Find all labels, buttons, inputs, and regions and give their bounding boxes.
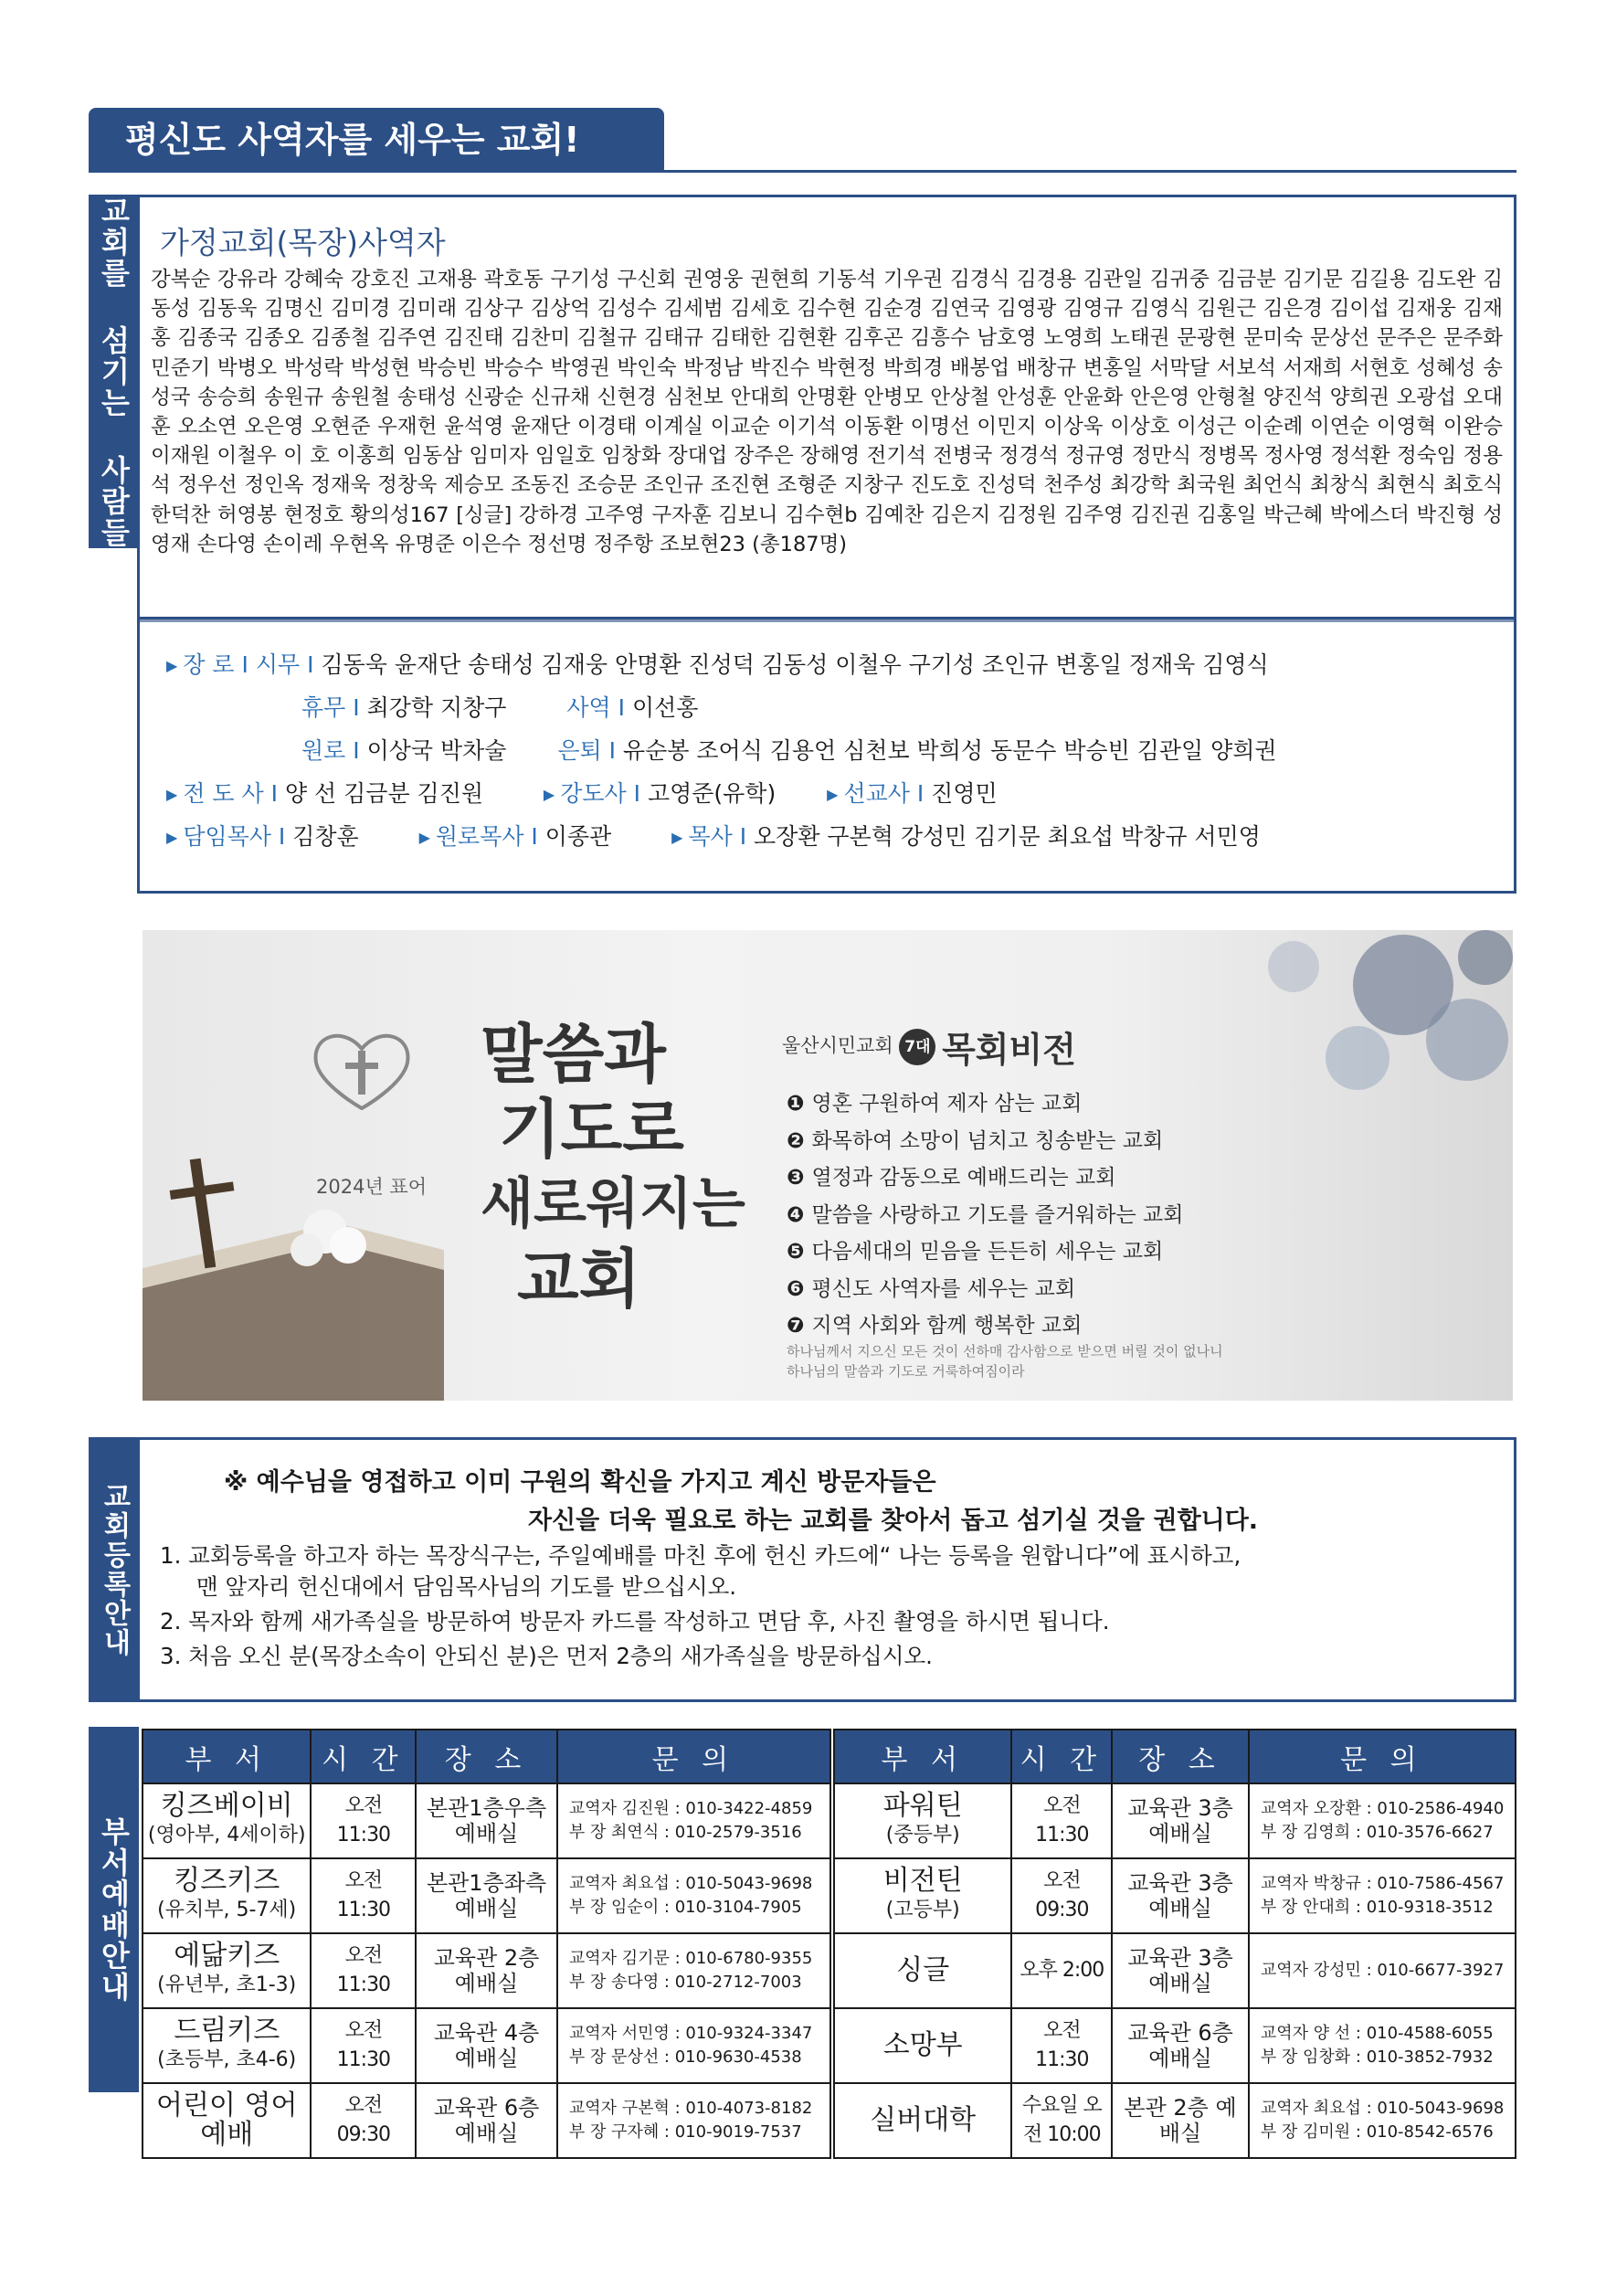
vision-list [787,1085,1183,1345]
evangelist-label: 전 도 사 [183,780,264,807]
contact-line: 부 장 문상선 : 010-9630-4538 [568,2047,802,2067]
dept-name: 드림키즈 [174,2015,280,2047]
missionary-names: 진영민 [931,780,998,807]
dept-sub: (유치부, 5-7세) [157,1899,297,1921]
evangelist-names: 양 선 김금분 김진원 [284,780,483,807]
page-header: 평신도 사역자를 세우는 교회! [89,108,664,172]
place-cell: 본관1층우측 예배실 [416,1783,557,1858]
contact-cell [1249,1933,1516,2008]
table-row [143,2008,830,2083]
elder-row: ▶ 장 로 I 시무 I 김동욱 윤재단 송태성 김재웅 안명환 진성덕 김동성 이철우 구기성 조인규 변홍일 정재욱 김영식 [166,651,1269,678]
contact-cell [1249,2008,1516,2083]
dept-cell [143,2083,311,2158]
dept-name: 킹즈키즈 [174,1865,280,1897]
contact-line: 교역자 서민영 : 010-9324-3347 [568,2024,813,2043]
verse-line: 하나님의 말씀과 기도로 거룩하여짐이라 [787,1363,1025,1380]
place-cell: 교육관 6층 예배실 [416,2083,557,2158]
table-row [143,1783,830,1858]
time-cell: 오전 11:30 [1011,2008,1112,2083]
dept-cell [834,1933,1011,2008]
triangle-icon: ▶ [827,786,839,803]
contact-line: 교역자 최요섭 : 010-5043-9698 [568,1874,813,1893]
table-row [834,2008,1516,2083]
dept-sub: (중등부) [885,1824,960,1846]
rest-names: 최강학 지창구 [366,694,507,721]
dept-sub: (유년부, 초1-3) [157,1973,297,1996]
emeritus-names: 이상국 박차술 [366,737,507,764]
dept-name: 킹즈베이비 [160,1790,293,1822]
worship-table-right [833,1729,1516,2159]
time-cell: 오전 11:30 [311,1858,416,1933]
place-cell: 교육관 2층 예배실 [416,1933,557,2008]
contact-cell [1249,1858,1516,1933]
triangle-icon: ▶ [166,786,178,803]
verse [787,1341,1223,1381]
table-row [143,2083,830,2158]
table-row [834,1783,1516,1858]
pastor-label: 목사 [688,823,733,850]
contact-cell [557,2008,830,2083]
contact-line: 교역자 박창규 : 010-7586-4567 [1260,1874,1505,1893]
mission-label: 사역 [566,694,611,721]
slogan-line: 교회 [517,1241,641,1317]
registration-item-1: 1. 교회등록을 하고자 하는 목장식구는, 주일예배를 마친 후에 헌신 카드에“ 나는 등록을 원합니다”에 표시하고, [160,1542,1241,1569]
serving-label: 시무 [255,651,301,678]
dept-name: 파워틴 [882,1790,963,1822]
dept-cell [143,1933,311,2008]
slogan-line: 말씀과 [481,1016,666,1092]
time-cell: 오전 11:30 [311,1783,416,1858]
place-cell: 본관 2층 예배실 [1112,2083,1249,2158]
place-cell: 교육관 3층 예배실 [1112,1858,1249,1933]
contact-line: 부 장 안대희 : 010-9318-3512 [1260,1898,1494,1917]
dept-cell [834,2083,1011,2158]
dept-name: 예닮키즈 [174,1940,280,1972]
contact-line: 부 장 최연식 : 010-2579-3516 [568,1823,802,1842]
slogan-line: 기도로 [499,1091,684,1167]
table-row [834,1858,1516,1933]
contact-cell [557,1783,830,1858]
contact-cell [557,1858,830,1933]
col-header-time: 시 간 [311,1730,416,1783]
retired-label: 은퇴 [557,737,602,764]
workers-names: 강복순 강유라 강혜숙 강호진 고재용 곽호동 구기성 구신회 권영웅 권현희 기동석 기우권 김경식 김경용 김관일 김귀중 김금분 김기문 김길용 김도완 김동성 김동욱 김명신 김미경 김미래 김상구 김상억 김성수 김세범 김세호 김수현 김순경 김연국 김영광 김영규 김영식 김원근 김은경 김이섭 김재웅 김재홍 김종국 김종오 김종철 김주연 김진태 김찬미 김철규 김태규 김태한 김현환 김후곤 김흥수 남호영 노영희 노태권 문광현 문미숙 문상선 문주은 문주화 민준기 박병오 박성락 박성현 박승빈 박승수 박영권 박인숙 박정남 박진수 박현정 박희경 배봉업 배창규 변홍일 서막달 서보석 서재희 서현호 성혜성 송성국 송승희 송원규 송원철 송태성 신광순 신규채 신현경 심천보 안대희 안명환 안병모 안상철 안성훈 안윤화 안은영 안형철 양진석 양희권 오광섭 오대훈 오소연 오은영 오현준 우재헌 윤석영 윤재단 이경태 이계실 이교순 이기석 이동환 이명선 이민지 이상욱 이상호 이성근 이순례 이연순 이영혁 이완승 이재원 이철우 이 호 이홍희 임동삼 임미자 임일호 임창화 장대업 장주은 장해영 전기석 전병국 정경석 정규영 정만식 정병목 정사영 정석환 정숙임 정용석 정우선 정인옥 정재욱 정창욱 제승모 조동진 조승문 조인규 조진현 조형준 지창구 진도호 진성덕 천주성 최강학 최국원 최언식 최창식 최현식 최호식 한덕찬 허영봉 현정호 황의성167 [싱글] 강하경 고주영 구자훈 김보니 김수현b 김예찬 김은지 김정원 김주영 김진권 김홍일 박근혜 박에스더 박진형 성영재 손다영 손이레 우현옥 유명준 이은수 정선명 정주항 조보현23 (총187명) [151,268,1503,556]
worship-table-left [142,1729,831,2159]
dept-name: 싱글 [896,1954,950,1986]
side-tab-serve: 교회를 섬기는 사람들 [89,195,139,548]
triangle-icon: ▶ [671,829,683,846]
contact-cell [1249,1783,1516,1858]
contact-line: 부 장 임순이 : 010-3104-7905 [568,1898,802,1917]
table-row [834,1933,1516,2008]
col-header-time: 시 간 [1011,1730,1112,1783]
contact-cell [1249,2083,1516,2158]
triangle-icon: ▶ [166,657,178,674]
contact-line: 부 장 송다영 : 010-2712-7003 [568,1973,802,1992]
dept-cell [143,1783,311,1858]
time-cell: 오전 11:30 [311,1933,416,2008]
col-header-place: 장 소 [416,1730,557,1783]
contact-line: 부 장 김미원 : 010-8542-6576 [1260,2122,1494,2142]
missionary-label: 선교사 [843,780,910,807]
registration-item-1-cont: 맨 앞자리 헌신대에서 담임목사님의 기도를 받으십시오. [196,1573,737,1600]
vision-item: ❻ 평신도 사역자를 세우는 교회 [787,1276,1076,1301]
slogan [481,1017,745,1317]
vision-item: ❶ 영혼 구원하여 제자 삼는 교회 [787,1092,1083,1116]
contact-line: 교역자 오장환 : 010-2586-4940 [1260,1799,1505,1818]
col-header-dept: 부 서 [143,1730,311,1783]
dept-cell [834,2008,1011,2083]
triangle-icon: ▶ [543,786,555,803]
time-cell: 오전 11:30 [311,2008,416,2083]
time-cell: 오전 09:30 [1011,1858,1112,1933]
slogan-line: 새로워지는 [481,1172,745,1236]
time-cell: 수요일 오전 10:00 [1011,2083,1112,2158]
emeritus-pastor-label: 원로목사 [435,823,524,850]
rest-row: 휴무 I 최강학 지창구 사역 I 이선홍 [301,694,699,721]
dept-cell [143,1858,311,1933]
col-header-contact: 문 의 [1249,1730,1516,1783]
mission-names: 이선홍 [631,694,699,721]
header-underline [89,170,1516,173]
emeritus-row: 원로 I 이상국 박차술 은퇴 I 유순봉 조어식 김용언 심천보 박희성 동문수 박승빈 김관일 양희권 [301,737,1277,764]
registration-item-2: 2. 목자와 함께 새가족실을 방문하여 방문자 카드를 작성하고 면담 후, 사진 촬영을 하시면 됩니다. [160,1608,1110,1635]
dept-cell [834,1783,1011,1858]
triangle-icon: ▶ [166,829,178,846]
col-header-place: 장 소 [1112,1730,1249,1783]
registration-notice-line1: ※ 예수님을 영접하고 이미 구원의 확신을 가지고 계신 방문자들은 [224,1468,936,1497]
vision-header [782,1021,1076,1072]
verse-line: 하나님께서 지으신 모든 것이 선하매 감사함으로 받으면 버릴 것이 없나니 [787,1343,1223,1360]
col-header-dept: 부 서 [834,1730,1011,1783]
contact-line: 교역자 강성민 : 010-6677-3927 [1260,1961,1505,1980]
contact-line: 부 장 구자혜 : 010-9019-7537 [568,2122,802,2142]
workers-title: 가정교회(목장)사역자 [160,225,446,260]
time-cell: 오전 09:30 [311,2083,416,2158]
place-cell: 교육관 6층 예배실 [1112,2008,1249,2083]
side-tab-worship: 부서예배안내 [89,1727,139,2092]
table-row [143,1858,830,1933]
contact-line: 교역자 최요섭 : 010-5043-9698 [1260,2099,1505,2118]
heart-cross-logo [316,1036,408,1108]
vision-item: ❹ 말씀을 사랑하고 기도를 즐거워하는 교회 [787,1202,1184,1227]
contact-line: 부 장 김영희 : 010-3576-6627 [1260,1823,1494,1842]
vision-title: 목회비전 [942,1029,1076,1070]
dept-name: 비전틴 [882,1865,963,1897]
contact-line: 교역자 양 선 : 010-4588-6055 [1260,2024,1494,2043]
vision-banner-image [143,930,1513,1401]
contact-line: 교역자 김기문 : 010-6780-9355 [568,1949,813,1968]
contact-line: 교역자 김진원 : 010-3422-4859 [568,1799,813,1818]
elder-label: 장 로 [183,651,235,678]
contact-line: 교역자 구본혁 : 010-4073-8182 [568,2099,813,2118]
place-cell: 교육관 3층 예배실 [1112,1933,1249,2008]
evangelist-row: ▶ 전 도 사 I 양 선 김금분 김진원 ▶ 강도사 I 고영준(유학) ▶ 선교사 I 진영민 [166,780,998,807]
emeritus-pastor-names: 이종관 [544,823,612,850]
vision-item: ❺ 다음세대의 믿음을 든든히 세우는 교회 [787,1240,1164,1264]
divider [137,619,1516,622]
rest-label: 휴무 [301,694,346,721]
lecturer-label: 강도사 [560,780,627,807]
dept-name: 실버대학 [870,2104,977,2136]
vision-item: ❸ 열정과 감동으로 예배드리는 교회 [787,1166,1116,1190]
senior-label: 담임목사 [183,823,271,850]
dept-sub: (영아부, 4세이하) [147,1824,306,1846]
lecturer-names: 고영준(유학) [647,780,777,807]
place-cell: 교육관 4층 예배실 [416,2008,557,2083]
registration-notice-line2: 자신을 더욱 필요로 하는 교회를 찾아서 돕고 섬기실 것을 권합니다. [528,1507,1259,1535]
flower-illustration [1268,930,1513,1090]
side-tab-register: 교회등록안내 [89,1437,139,1702]
registration-item-3: 3. 처음 오신 분(목장소속이 안되신 분)은 먼저 2층의 새가족실을 방문하십시오. [160,1643,933,1669]
retired-names: 유순봉 조어식 김용언 심천보 박희성 동문수 박승빈 김관일 양희권 [622,737,1277,764]
vision-church: 울산시민교회 [782,1034,893,1057]
dept-sub: (초등부, 초4-6) [157,2048,297,2071]
place-cell: 본관1층좌측 예배실 [416,1858,557,1933]
dept-sub: (고등부) [885,1899,960,1921]
vision-item: ❼ 지역 사회와 함께 행복한 교회 [787,1314,1083,1338]
senior-names: 김창훈 [292,823,359,850]
serving-names: 김동욱 윤재단 송태성 김재웅 안명환 진성덕 김동성 이철우 구기성 조인규 변홍일 정재욱 김영식 [321,651,1269,678]
triangle-icon: ▶ [418,829,430,846]
emeritus-label: 원로 [301,737,346,764]
year-label: 2024년 표어 [316,1176,427,1198]
vision-number-badge: 7대 [899,1029,935,1065]
contact-cell [557,2083,830,2158]
pastor-names: 오장환 구본혁 강성민 김기문 최요섭 박창규 서민영 [754,823,1261,850]
place-cell: 교육관 3층 예배실 [1112,1783,1249,1858]
dept-name: 소망부 [882,2029,963,2061]
time-cell: 오전 11:30 [1011,1783,1112,1858]
contact-line: 부 장 임창화 : 010-3852-7932 [1260,2047,1494,2067]
table-row [143,1933,830,2008]
col-header-contact: 문 의 [557,1730,830,1783]
time-cell: 오후 2:00 [1011,1933,1112,2008]
vision-item: ❷ 화목하여 소망이 넘치고 칭송받는 교회 [787,1128,1164,1153]
dept-name: 어린이 영어예배 [156,2090,298,2151]
dept-cell [834,1858,1011,1933]
table-row [834,2083,1516,2158]
dept-cell [143,2008,311,2083]
pastor-row: ▶ 담임목사 I 김창훈 ▶ 원로목사 I 이종관 ▶ 목사 I 오장환 구본혁 강성민 김기문 최요섭 박창규 서민영 [166,823,1261,850]
contact-cell [557,1933,830,2008]
